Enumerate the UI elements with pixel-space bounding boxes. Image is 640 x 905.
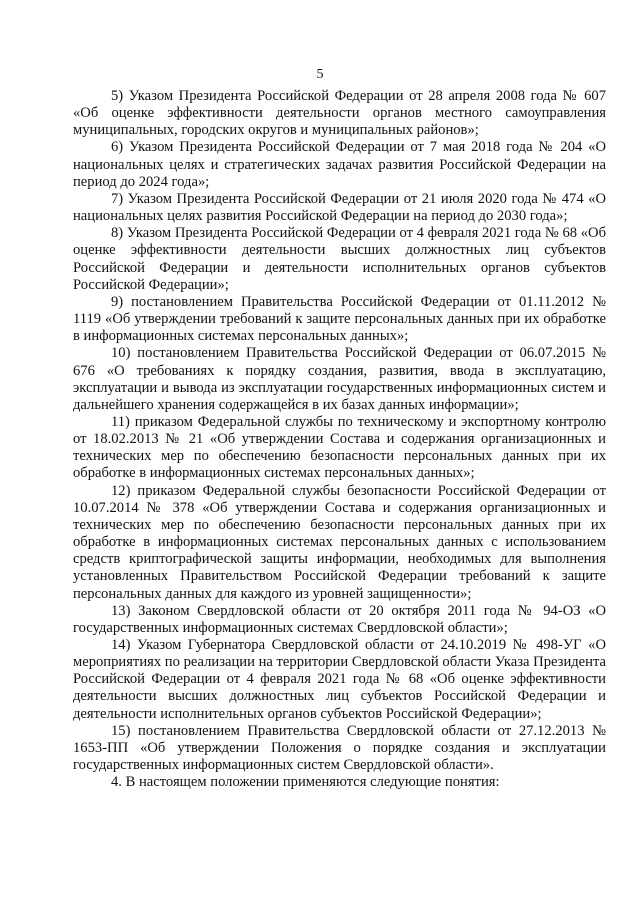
list-item-14: 14) Указом Губернатора Свердловской области от 24.10.2019 № 498-УГ «О мероприятиях по реализации на территории Свердловской области Указа Президента Российской Федерации от 4 февраля 2021 года № 68 «Об оценке эффективности деятельности высших должностных лиц субъектов Российской Федерации и деятельности исполнительных органов субъектов Российской Федерации»; xyxy=(73,637,606,722)
list-item-6: 6) Указом Президента Российской Федерации от 7 мая 2018 года № 204 «О национальных целях и стратегических задачах развития Российской Федерации на период до 2024 года»; xyxy=(73,139,606,190)
document-body xyxy=(73,88,606,791)
list-item-15: 15) постановлением Правительства Свердловской области от 27.12.2013 № 1653-ПП «Об утверждении Положения о порядке создания и эксплуатации государственных информационных систем Свердловской области». xyxy=(73,722,606,774)
list-item-11: 11) приказом Федеральной службы по техническому и экспортному контролю от 18.02.2013 № 21 «Об утверждении Состава и содержания организационных и технических мер по обеспечению безопасности персональных данных при их обработке в информационных системах персональных данных»; xyxy=(73,413,606,482)
section-4-intro: 4. В настоящем положении применяются следующие понятия: xyxy=(111,774,500,791)
list-item-5: 5) Указом Президента Российской Федерации от 28 апреля 2008 года № 607 «Об оценке эффективности деятельности органов местного самоуправления муниципальных, городских округов и муниципальных районов»; xyxy=(73,88,606,139)
list-item-8: 8) Указом Президента Российской Федерации от 4 февраля 2021 года № 68 «Об оценке эффективности деятельности высших должностных лиц субъектов Российской Федерации и деятельности исполнительных органов субъектов Российской Федерации»; xyxy=(73,225,606,293)
list-item-10: 10) постановлением Правительства Российской Федерации от 06.07.2015 № 676 «О требованиях к порядку создания, развития, ввода в эксплуатацию, эксплуатации и вывода из эксплуатации государственных информационных систем и дальнейшего хранения содержащейся в их базах данных информации»; xyxy=(73,345,606,413)
list-item-7: 7) Указом Президента Российской Федерации от 21 июля 2020 года № 474 «О национальных целях развития Российской Федерации на период до 2030 года»; xyxy=(73,190,606,225)
page-number: 5 xyxy=(316,67,324,82)
list-item-12: 12) приказом Федеральной службы безопасности Российской Федерации от 10.07.2014 № 378 «Об утверждении Состава и содержания организационных и технических мер по обеспечению безопасности персональных данных при их обработке в информационных системах персональных данных с использованием средств криптографической защиты информации, необходимых для выполнения установленных Правительством Российской Федерации требований к защите персональных данных для каждого из уровней защищенности»; xyxy=(73,482,606,602)
list-item-9: 9) постановлением Правительства Российской Федерации от 01.11.2012 № 1119 «Об утверждении требований к защите персональных данных при их обработке в информационных системах персональных данных»; xyxy=(73,293,606,345)
list-item-13: 13) Законом Свердловской области от 20 октября 2011 года № 94-ОЗ «О государственных информационных системах Свердловской области»; xyxy=(73,602,606,636)
